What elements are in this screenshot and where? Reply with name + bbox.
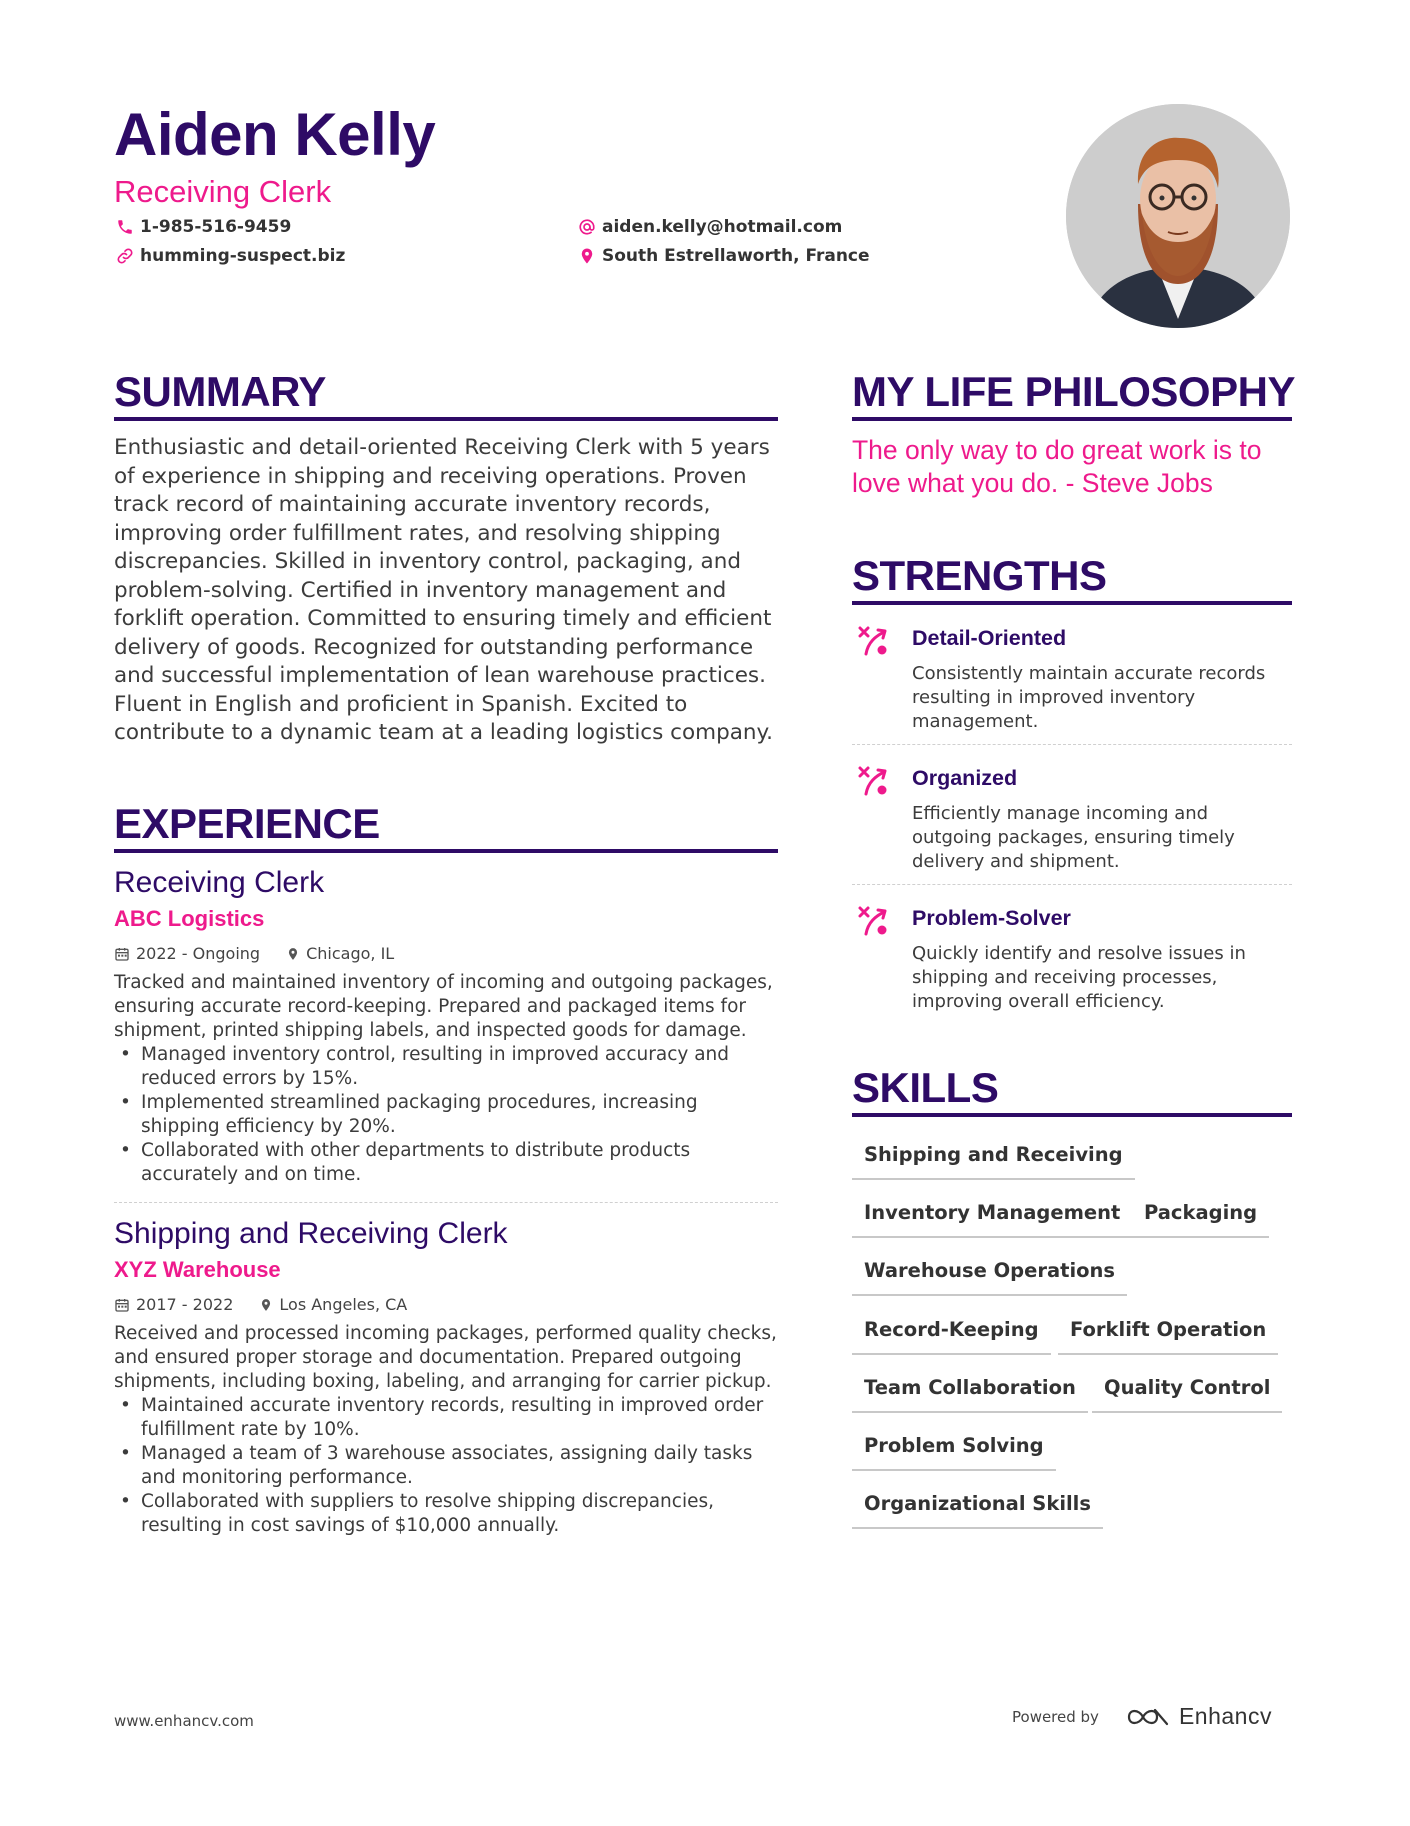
strength-divider <box>852 884 1292 885</box>
powered-by-label: Powered by <box>1012 1707 1099 1726</box>
job-bullets <box>114 1043 778 1187</box>
strength-title: Problem-Solver <box>912 906 1071 930</box>
contact-location <box>578 246 870 266</box>
job-title: Shipping and Receiving Clerk <box>114 1217 508 1250</box>
phone-icon <box>116 218 134 236</box>
job-bullet: • Collaborated with other departments to distribute products accurately and on time. <box>114 1139 778 1187</box>
strength-title: Organized <box>912 766 1018 790</box>
job-bullets <box>114 1394 778 1538</box>
strategy-icon <box>856 764 890 798</box>
footer-website[interactable]: www.enhancv.com <box>114 1712 254 1730</box>
calendar-icon <box>114 1297 130 1313</box>
skill-tag: Problem Solving <box>852 1434 1056 1471</box>
job-location: Los Angeles, CA <box>279 1295 408 1314</box>
website-text: humming-suspect.biz <box>140 246 346 266</box>
strength-divider <box>852 744 1292 745</box>
contact-phone <box>116 217 291 237</box>
skill-tag: Team Collaboration <box>852 1376 1088 1413</box>
location-pin-icon <box>578 247 596 265</box>
contact-website[interactable] <box>116 246 345 266</box>
location-pin-icon <box>286 946 300 962</box>
summary-heading: SUMMARY <box>114 368 326 415</box>
experience-rule <box>114 849 778 853</box>
link-icon <box>116 247 134 265</box>
job-bullet: • Managed a team of 3 warehouse associates, assigning daily tasks and monitoring performance. <box>114 1442 778 1490</box>
email-text: aiden.kelly@hotmail.com <box>602 217 843 237</box>
skill-tag: Forklift Operation <box>1058 1318 1278 1355</box>
candidate-name: Aiden Kelly <box>114 101 436 168</box>
location-text: South Estrellaworth, France <box>602 246 870 266</box>
profile-photo <box>1066 104 1290 328</box>
job-title: Receiving Clerk <box>114 866 325 899</box>
skill-tag: Quality Control <box>1092 1376 1282 1413</box>
skill-tag: Warehouse Operations <box>852 1259 1127 1296</box>
summary-rule <box>114 417 778 421</box>
job-bullet: • Managed inventory control, resulting in improved accuracy and reduced errors by 15%. <box>114 1043 778 1091</box>
job-company: XYZ Warehouse <box>114 1257 281 1282</box>
contact-email[interactable] <box>578 217 842 237</box>
skill-tag: Organizational Skills <box>852 1492 1103 1529</box>
skills-rule <box>852 1113 1292 1117</box>
job-dates: 2017 - 2022 <box>136 1295 234 1314</box>
job-dates: 2022 - Ongoing <box>136 944 261 963</box>
skill-tag: Record-Keeping <box>852 1318 1051 1355</box>
job-description: Received and processed incoming packages, performed quality checks, and ensured proper storage and documentation. Prepared outgoing shipments, including boxing, labeling, and arranging for carrier pickup. <box>114 1323 777 1392</box>
philosophy-quote: The only way to do great work is to love what you do. - Steve Jobs <box>852 435 1262 498</box>
job-location: Chicago, IL <box>306 944 395 963</box>
job-divider <box>114 1202 778 1203</box>
strength-description: Efficiently manage incoming and outgoing packages, ensuring timely delivery and shipment. <box>912 803 1235 872</box>
profile-photo-image <box>1066 104 1290 328</box>
candidate-title: Receiving Clerk <box>114 174 332 209</box>
skills-heading: SKILLS <box>852 1064 999 1111</box>
summary-text: Enthusiastic and detail-oriented Receiving Clerk with 5 years of experience in shipping and receiving operations. Proven track record of maintaining accurate inventory records, improving order fulfillment rates, and resolving shipping discrepancies. Skilled in inventory control, packaging, and problem-solving. Certified in inventory management and forklift operation. Committed to ensuring timely and efficient delivery of goods. Recognized for outstanding performance and successful implementation of lean warehouse practices. Fluent in English and proficient in Spanish. Excited to contribute to a dynamic team at a leading logistics company. <box>114 435 774 745</box>
skill-tag: Packaging <box>1132 1201 1269 1238</box>
at-icon <box>578 218 596 236</box>
location-pin-icon <box>259 1297 273 1313</box>
job-meta <box>114 1295 778 1314</box>
strengths-rule <box>852 601 1292 605</box>
job-bullet: • Maintained accurate inventory records, resulting in improved order fulfillment rate by 10%. <box>114 1394 778 1442</box>
job-meta <box>114 944 778 963</box>
strengths-heading: STRENGTHS <box>852 552 1107 599</box>
skill-tag: Shipping and Receiving <box>852 1143 1135 1180</box>
footer-branding <box>1012 1703 1272 1730</box>
philosophy-heading: MY LIFE PHILOSOPHY <box>852 368 1295 415</box>
job-entry <box>114 1217 778 1538</box>
job-entry <box>114 866 778 1187</box>
job-description: Tracked and maintained inventory of incoming and outgoing packages, ensuring accurate record-keeping. Prepared and packaged items for shipment, printed shipping labels, and inspected goods for damage. <box>114 972 773 1041</box>
job-bullet: • Collaborated with suppliers to resolve shipping discrepancies, resulting in cost savings of $10,000 annually. <box>114 1490 778 1538</box>
experience-heading: EXPERIENCE <box>114 800 380 847</box>
strength-description: Consistently maintain accurate records resulting in improved inventory management. <box>912 663 1266 732</box>
brand-name: Enhancv <box>1178 1703 1272 1729</box>
phone-text: 1-985-516-9459 <box>140 217 292 237</box>
strategy-icon <box>856 904 890 938</box>
skill-tag: Inventory Management <box>852 1201 1132 1238</box>
calendar-icon <box>114 946 130 962</box>
job-bullet: • Implemented streamlined packaging procedures, increasing shipping efficiency by 20%. <box>114 1091 778 1139</box>
philosophy-rule <box>852 417 1292 421</box>
strength-description: Quickly identify and resolve issues in shipping and receiving processes, improving overall efficiency. <box>912 943 1246 1012</box>
strength-title: Detail-Oriented <box>912 626 1067 650</box>
job-company: ABC Logistics <box>114 906 265 931</box>
enhancv-logo-icon <box>1125 1704 1171 1730</box>
strategy-icon <box>856 624 890 658</box>
